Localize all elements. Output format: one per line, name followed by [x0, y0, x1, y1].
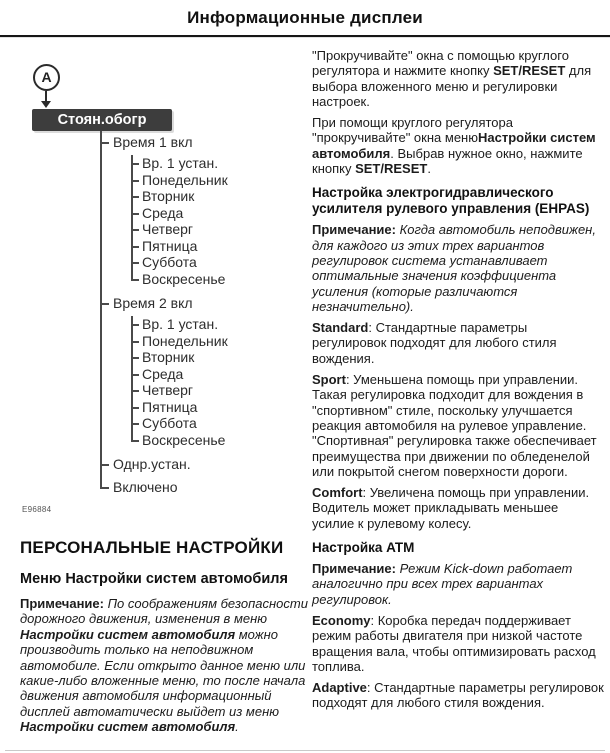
text-run: .	[235, 719, 239, 735]
tree-leaf: Четверг	[131, 382, 228, 399]
tree-branch-1	[100, 131, 228, 292]
text-run: Standard	[312, 320, 369, 336]
text-run: Comfort	[312, 485, 363, 501]
tree-leaf: Воскресенье	[131, 432, 228, 449]
tree-leaf: Среда	[131, 205, 228, 222]
section-heading: Настройка электрогидравлического усилителя рулевого управления (EHPAS)	[312, 185, 590, 217]
text-run: Режим Kick-down работает аналогично при всех трех вариантах регулировок.	[312, 561, 573, 607]
text-run: Sport	[312, 372, 346, 388]
text-run: Когда автомобиль неподвижен, для каждого из этих трех вариантов регулировок система устанавливает оптимальные значения коэффициента усиления (которые различаются незначительно).	[312, 222, 596, 314]
tree-sublist	[131, 316, 228, 448]
tree-leaf: Пятница	[131, 238, 228, 255]
right-text-column	[312, 48, 604, 717]
tree-leaf: Суббота	[131, 254, 228, 271]
paragraph	[312, 561, 604, 607]
arrow-down-icon	[41, 101, 51, 108]
paragraph	[312, 680, 604, 711]
tree-branch-label: Включено	[113, 479, 178, 495]
text-run: : Увеличена помощь при управлении. Водитель может прикладывать меньшее усилие к рулевому колесу.	[312, 485, 590, 531]
section-heading: Настройка ATM	[312, 540, 415, 556]
tree-leaf: Вр. 1 устан.	[131, 155, 228, 172]
tree-leaf: Вторник	[131, 188, 228, 205]
text-run: : Стандартные параметры регулировок подходят для любого стиля вождения.	[312, 680, 604, 711]
text-run: . Выбрав нужное окно, нажмите кнопку	[312, 145, 583, 177]
tree-leaf: Понедельник	[131, 172, 228, 189]
text-run: : Уменьшена помощь при управлении. Такая регулировка подходит для вождения в "спортивном" стиле, поскольку улучшается реакция автомобиля на рулевое управление. "Спортивная" регулировка также обеспечивает преимущества при движении по обледенелой или покрытой снегом поверхности дороги.	[312, 372, 597, 479]
text-run: SET/RESET	[493, 63, 566, 79]
tree-branch-3	[100, 453, 228, 476]
text-run: можно производить только на неподвижном автомобиле. Если открыто данное меню или какие-либо вложенные меню, то после начала движения автомобиля информационный дисплей автоматически выйдет из меню	[20, 626, 306, 719]
tree-leaf: Среда	[131, 366, 228, 383]
paragraph	[312, 613, 604, 674]
paragraph	[312, 372, 604, 479]
page-header	[0, 0, 610, 38]
title-divider-shadow	[0, 37, 610, 38]
tree-branch-4	[100, 476, 228, 499]
text-run: : Коробка передач поддерживает режим работы двигателя при низкой частоте вращения вала, чтобы оптимизировать расход топлива.	[312, 612, 596, 674]
entry-point-marker: A	[33, 64, 60, 91]
text-run: Economy	[312, 612, 371, 628]
tree-sublist	[131, 155, 228, 287]
tree-leaf: Воскресенье	[131, 271, 228, 288]
text-run: для выбора вложенного меню и регулировки настроек.	[312, 63, 592, 109]
page-title: Информационные дисплеи	[187, 8, 423, 27]
menu-tree-diagram	[0, 56, 306, 536]
text-run: Настройки систем автомобиля	[20, 719, 236, 735]
tree-leaf: Вр. 1 устан.	[131, 316, 228, 333]
paragraph	[312, 115, 604, 176]
text-run: .	[427, 161, 431, 177]
paragraph	[312, 48, 604, 109]
tree-root-node: Стоян.обогр	[32, 109, 172, 131]
page-bottom-divider	[5, 750, 605, 751]
paragraph	[312, 485, 604, 531]
tree-leaf: Вторник	[131, 349, 228, 366]
section-heading-personal-settings: ПЕРСОНАЛЬНЫЕ НАСТРОЙКИ	[20, 538, 284, 557]
tree-branch-label: Однр.устан.	[113, 456, 191, 472]
tree-leaf: Понедельник	[131, 333, 228, 350]
text-run: По соображениям безопасности дорожного движения, изменения в меню	[20, 596, 308, 627]
note-paragraph	[20, 596, 308, 735]
personal-settings-section	[20, 538, 308, 735]
text-run: SET/RESET	[355, 161, 428, 177]
text-run: Настройки систем автомобиля	[20, 626, 236, 642]
text-run: Настройки систем автомобиля	[312, 130, 596, 161]
menu-tree	[100, 131, 228, 499]
text-run: Примечание:	[20, 596, 108, 611]
tree-leaf: Пятница	[131, 399, 228, 416]
tree-leaf: Суббота	[131, 415, 228, 432]
text-run: Adaptive	[312, 680, 367, 696]
text-run: : Стандартные параметры регулировок подходят для любого стиля вождения.	[312, 320, 557, 366]
figure-code: E96884	[22, 505, 52, 514]
tree-branch-label: Время 2 вкл	[113, 295, 193, 311]
text-run: Примечание:	[312, 222, 400, 238]
tree-branch-label: Время 1 вкл	[113, 134, 193, 150]
paragraph	[312, 222, 604, 314]
tree-branch-2	[100, 292, 228, 453]
paragraph	[312, 320, 604, 366]
tree-leaf: Четверг	[131, 221, 228, 238]
text-run: При помощи круглого регулятора "прокручивайте" окна меню	[312, 115, 513, 146]
text-run: "Прокручивайте" окна с помощью круглого регулятора и нажмите кнопку	[312, 48, 569, 79]
text-run: Примечание:	[312, 561, 400, 577]
subsection-heading-vehicle-settings-menu: Меню Настройки систем автомобиля	[20, 571, 288, 587]
